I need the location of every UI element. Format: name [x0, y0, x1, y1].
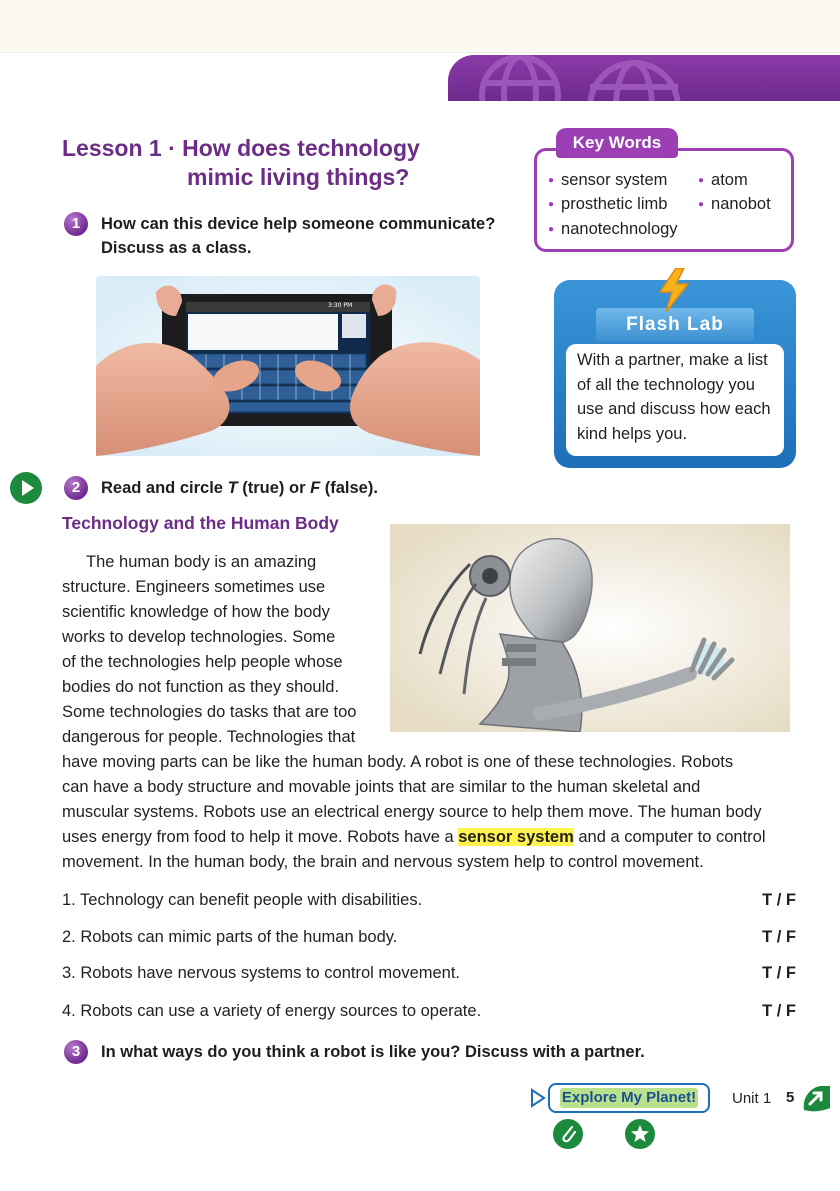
- true-letter: T: [227, 479, 238, 497]
- true-false-choice[interactable]: T / F: [762, 928, 796, 946]
- reading-line: muscular systems. Robots use an electrical energy source to help them move. The human body: [62, 803, 762, 821]
- question-3-text: In what ways do you think a robot is like you? Discuss with a partner.: [101, 1043, 645, 1061]
- true-false-choice[interactable]: T / F: [762, 1002, 796, 1020]
- statement-row: [62, 925, 796, 949]
- star-icon[interactable]: [624, 1118, 656, 1150]
- reading-line-highlight: [62, 825, 802, 850]
- flash-lab-title: Flash Lab: [596, 308, 754, 342]
- flash-lab-text: With a partner, make a list of all the technology you use and discuss how each kind helps you.: [566, 344, 784, 456]
- key-words-title: Key Words: [556, 128, 678, 158]
- key-word: ● atom: [698, 168, 748, 193]
- globe-icon: [448, 55, 840, 101]
- play-icon[interactable]: [10, 472, 42, 504]
- lesson-title-line2: mimic living things?: [187, 164, 410, 190]
- reading-line: have moving parts can be like the human body. A robot is one of these technologies. Robots: [62, 753, 734, 771]
- page-number: 5: [786, 1089, 795, 1106]
- reading-line: Some technologies do tasks that are too: [62, 703, 357, 721]
- false-letter: F: [310, 479, 321, 497]
- unit-label: Unit 1: [732, 1090, 772, 1107]
- reading-line: works to develop technologies. Some: [62, 628, 336, 646]
- true-false-choice[interactable]: T / F: [762, 891, 796, 909]
- false-desc: (false).: [320, 479, 378, 497]
- question-number-badge: 2: [64, 476, 88, 500]
- question-2-prefix: Read and circle: [101, 479, 228, 497]
- statement-text: 4. Robots can use a variety of energy sources to operate.: [62, 1002, 482, 1020]
- next-page-icon[interactable]: [800, 1082, 832, 1114]
- question-number-badge: 3: [64, 1040, 88, 1064]
- reading-line: dangerous for people. Technologies that: [62, 728, 356, 746]
- lesson-title: [62, 134, 482, 192]
- question-1-text: How can this device help someone communicate? Discuss as a class.: [101, 215, 496, 257]
- question-2-text: [101, 476, 501, 500]
- reading-line: bodies do not function as they should.: [62, 678, 340, 696]
- explore-my-planet-label: Explore My Planet!: [561, 1089, 697, 1106]
- statement-row: [62, 999, 796, 1023]
- statement-row: [62, 888, 796, 912]
- reading-line: The human body is an amazing: [86, 553, 317, 571]
- reading-fragment: and a computer to control: [573, 828, 766, 846]
- reading-title: Technology and the Human Body: [62, 513, 339, 533]
- unit-header-tab: [448, 55, 840, 101]
- lightning-bolt-icon: [654, 268, 694, 312]
- question-number-badge: 1: [64, 212, 88, 236]
- reading-line: scientific knowledge of how the body: [62, 603, 330, 621]
- phone-clock: 3:30 PM: [328, 302, 353, 309]
- statement-text: 1. Technology can benefit people with disabilities.: [62, 891, 423, 909]
- reading-line: can have a body structure and movable joints that are similar to the human skeletal and: [62, 778, 701, 796]
- paperclip-icon[interactable]: [552, 1118, 584, 1150]
- robot-image: [390, 524, 790, 732]
- key-word: ● nanobot: [698, 192, 771, 217]
- statement-text: 2. Robots can mimic parts of the human body.: [62, 928, 398, 946]
- true-desc: (true) or: [237, 479, 311, 497]
- explore-my-planet-button[interactable]: [548, 1083, 710, 1113]
- reading-line: of the technologies help people whose: [62, 653, 343, 671]
- key-word: ● nanotechnology: [548, 217, 678, 242]
- statement-text: 3. Robots have nervous systems to control movement.: [62, 964, 461, 982]
- reading-fragment: uses energy from food to help it move. Robots have a: [62, 828, 459, 846]
- reading-wide-column: [62, 750, 802, 875]
- reading-line: structure. Engineers sometimes use: [62, 578, 326, 596]
- arrow-icon: [530, 1088, 546, 1108]
- reading-line: movement. In the human body, the brain and nervous system help to control movement.: [62, 853, 704, 871]
- top-band: [0, 0, 840, 53]
- key-word: ● prosthetic limb: [548, 192, 667, 217]
- reading-narrow-column: [62, 550, 392, 750]
- key-word: ● sensor system: [548, 168, 667, 193]
- statement-row: [62, 961, 796, 985]
- true-false-choice[interactable]: T / F: [762, 964, 796, 982]
- highlighted-key-word: sensor system: [458, 828, 574, 846]
- phone-photo: [96, 276, 480, 456]
- lesson-title-line1: Lesson 1 · How does technology: [62, 135, 420, 161]
